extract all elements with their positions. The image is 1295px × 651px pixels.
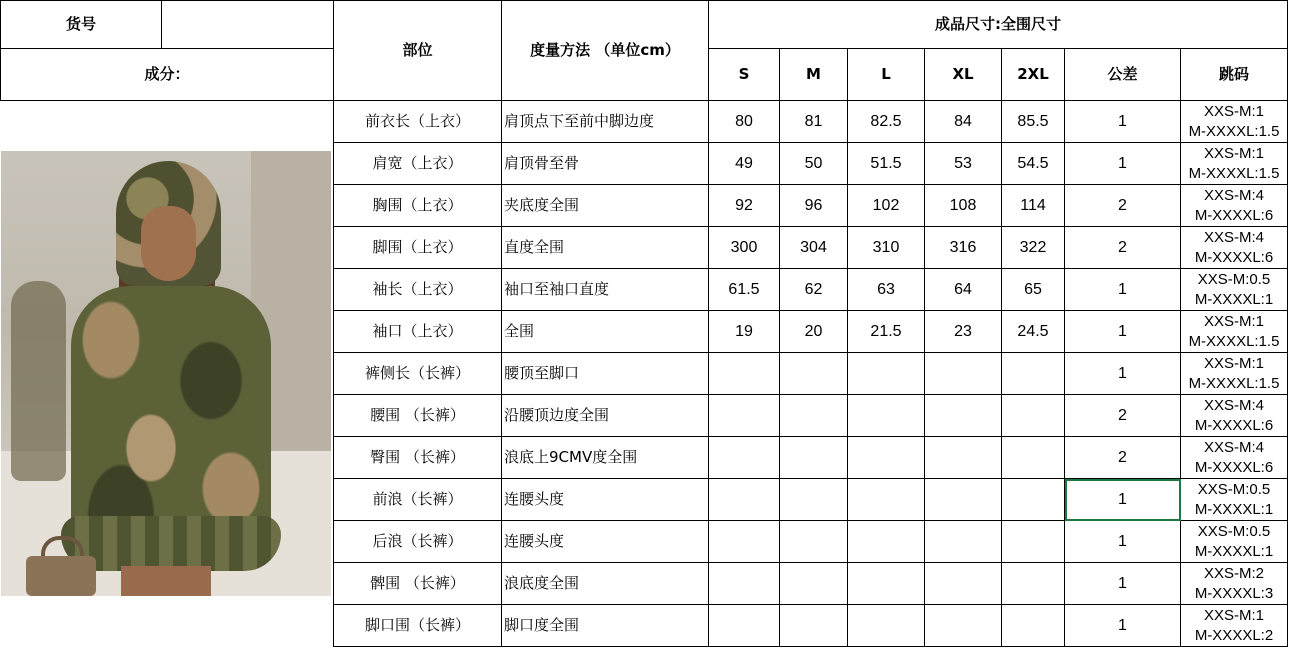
grade-cell[interactable] [1181, 521, 1288, 563]
size-header-l[interactable]: L [848, 49, 925, 101]
product-photo [1, 151, 331, 596]
part-cell[interactable]: 胸围（上衣） [334, 185, 502, 227]
size-xl-cell[interactable]: 64 [925, 269, 1002, 311]
size-l-cell[interactable]: 310 [848, 227, 925, 269]
grade-line-1: XXS-M:0.5 [1197, 270, 1271, 288]
size-xl-cell[interactable] [925, 521, 1002, 563]
table-row [1, 101, 1288, 143]
grade-line-1: XXS-M:1 [1203, 102, 1264, 120]
size-s-cell[interactable]: 92 [709, 185, 780, 227]
size-m-cell[interactable]: 96 [780, 185, 848, 227]
size-m-cell[interactable] [780, 521, 848, 563]
size-xl-cell[interactable]: 108 [925, 185, 1002, 227]
grade-line-2: M-XXXXL:1.5 [1188, 164, 1280, 182]
tolerance-cell[interactable]: 1 [1065, 269, 1181, 311]
size-group-header[interactable]: 成品尺寸:全围尺寸 [709, 1, 1288, 49]
grade-header[interactable]: 跳码 [1181, 49, 1288, 101]
size-s-cell[interactable] [709, 395, 780, 437]
size-xl-cell[interactable] [925, 563, 1002, 605]
method-cell[interactable]: 连腰头度 [502, 521, 709, 563]
size-s-cell[interactable] [709, 437, 780, 479]
grade-cell[interactable] [1181, 185, 1288, 227]
grade-line-1: XXS-M:0.5 [1197, 480, 1271, 498]
part-cell[interactable]: 前浪（长裤） [334, 479, 502, 521]
tolerance-cell[interactable]: 1 [1065, 563, 1181, 605]
grade-line-1: XXS-M:4 [1203, 438, 1264, 456]
size-m-cell[interactable] [780, 353, 848, 395]
method-header[interactable]: 度量方法 （单位cm） [502, 1, 709, 101]
grade-line-2: M-XXXXL:1.5 [1188, 122, 1280, 140]
size-m-cell[interactable]: 50 [780, 143, 848, 185]
method-cell[interactable]: 连腰头度 [502, 479, 709, 521]
grade-line-1: XXS-M:0.5 [1197, 522, 1271, 540]
method-cell[interactable]: 沿腰顶边度全围 [502, 395, 709, 437]
size-xl-cell[interactable]: 23 [925, 311, 1002, 353]
size-header-m[interactable]: M [780, 49, 848, 101]
size-xl-cell[interactable]: 84 [925, 101, 1002, 143]
grade-line-1: XXS-M:2 [1203, 564, 1264, 582]
size-xl-cell[interactable] [925, 353, 1002, 395]
size-m-cell[interactable]: 304 [780, 227, 848, 269]
grade-line-2: M-XXXXL:1 [1194, 290, 1274, 308]
size-s-cell[interactable] [709, 353, 780, 395]
grade-line-2: M-XXXXL:2 [1194, 626, 1274, 644]
size-l-cell[interactable]: 21.5 [848, 311, 925, 353]
size-s-cell[interactable]: 300 [709, 227, 780, 269]
method-cell[interactable]: 夹底度全围 [502, 185, 709, 227]
grade-cell[interactable] [1181, 227, 1288, 269]
part-cell[interactable]: 袖口（上衣） [334, 311, 502, 353]
size-m-cell[interactable] [780, 395, 848, 437]
composition-label[interactable]: 成分： [1, 49, 334, 101]
size-m-cell[interactable] [780, 437, 848, 479]
size-2xl-cell[interactable] [1002, 605, 1065, 647]
grade-line-2: M-XXXXL:1.5 [1188, 332, 1280, 350]
size-header-2xl[interactable]: 2XL [1002, 49, 1065, 101]
size-2xl-cell[interactable] [1002, 437, 1065, 479]
part-cell[interactable]: 腰围 （长裤） [334, 395, 502, 437]
part-cell[interactable]: 袖长（上衣） [334, 269, 502, 311]
grade-cell[interactable] [1181, 563, 1288, 605]
size-l-cell[interactable] [848, 605, 925, 647]
grade-cell[interactable] [1181, 605, 1288, 647]
part-cell[interactable]: 前衣长（上衣） [334, 101, 502, 143]
size-l-cell[interactable]: 102 [848, 185, 925, 227]
size-2xl-cell[interactable] [1002, 395, 1065, 437]
grade-cell[interactable] [1181, 101, 1288, 143]
method-cell[interactable]: 浪底上9CMV度全围 [502, 437, 709, 479]
size-s-cell[interactable] [709, 521, 780, 563]
size-l-cell[interactable] [848, 563, 925, 605]
grade-line-1: XXS-M:1 [1203, 354, 1264, 372]
size-s-cell[interactable] [709, 605, 780, 647]
size-xl-cell[interactable] [925, 479, 1002, 521]
size-2xl-cell[interactable] [1002, 521, 1065, 563]
size-l-cell[interactable]: 63 [848, 269, 925, 311]
size-2xl-cell[interactable] [1002, 563, 1065, 605]
grade-cell[interactable] [1181, 143, 1288, 185]
method-cell[interactable]: 浪底度全围 [502, 563, 709, 605]
tolerance-cell[interactable]: 2 [1065, 227, 1181, 269]
grade-line-1: XXS-M:4 [1203, 396, 1264, 414]
grade-cell[interactable] [1181, 479, 1288, 521]
size-2xl-cell[interactable]: 322 [1002, 227, 1065, 269]
tolerance-cell[interactable]: 2 [1065, 395, 1181, 437]
size-xl-cell[interactable] [925, 437, 1002, 479]
grade-line-1: XXS-M:1 [1203, 144, 1264, 162]
size-2xl-cell[interactable]: 54.5 [1002, 143, 1065, 185]
tolerance-cell[interactable]: 1 [1065, 101, 1181, 143]
grade-line-1: XXS-M:4 [1203, 186, 1264, 204]
item-no-label[interactable]: 货号 [1, 1, 162, 49]
method-cell[interactable]: 全围 [502, 311, 709, 353]
grade-cell[interactable] [1181, 437, 1288, 479]
size-l-cell[interactable] [848, 479, 925, 521]
size-m-cell[interactable]: 62 [780, 269, 848, 311]
size-2xl-cell[interactable]: 114 [1002, 185, 1065, 227]
grade-line-1: XXS-M:4 [1203, 228, 1264, 246]
grade-line-2: M-XXXXL:6 [1194, 248, 1274, 266]
item-no-value[interactable] [162, 1, 334, 49]
part-cell[interactable]: 髀围 （长裤） [334, 563, 502, 605]
method-cell[interactable]: 脚口度全围 [502, 605, 709, 647]
grade-cell[interactable] [1181, 395, 1288, 437]
tolerance-cell-selected[interactable]: 1 [1065, 479, 1181, 521]
grade-line-2: M-XXXXL:6 [1194, 206, 1274, 224]
method-cell[interactable]: 直度全围 [502, 227, 709, 269]
size-2xl-cell[interactable]: 85.5 [1002, 101, 1065, 143]
tolerance-header[interactable]: 公差 [1065, 49, 1181, 101]
size-l-cell[interactable] [848, 353, 925, 395]
size-s-cell[interactable] [709, 479, 780, 521]
grade-line-2: M-XXXXL:1 [1194, 542, 1274, 560]
size-2xl-cell[interactable] [1002, 353, 1065, 395]
grade-line-2: M-XXXXL:6 [1194, 416, 1274, 434]
tolerance-cell[interactable]: 2 [1065, 437, 1181, 479]
tolerance-cell[interactable]: 1 [1065, 143, 1181, 185]
grade-cell[interactable] [1181, 353, 1288, 395]
size-2xl-cell[interactable] [1002, 479, 1065, 521]
size-s-cell[interactable]: 19 [709, 311, 780, 353]
size-2xl-cell[interactable]: 65 [1002, 269, 1065, 311]
size-m-cell[interactable] [780, 563, 848, 605]
grade-line-2: M-XXXXL:1.5 [1188, 374, 1280, 392]
size-s-cell[interactable] [709, 563, 780, 605]
grade-line-1: XXS-M:1 [1203, 312, 1264, 330]
method-cell[interactable]: 肩顶点下至前中脚边度 [502, 101, 709, 143]
size-xl-cell[interactable]: 316 [925, 227, 1002, 269]
method-cell[interactable]: 肩顶骨至骨 [502, 143, 709, 185]
tolerance-cell[interactable]: 2 [1065, 185, 1181, 227]
size-l-cell[interactable]: 51.5 [848, 143, 925, 185]
grade-line-2: M-XXXXL:6 [1194, 458, 1274, 476]
method-cell[interactable]: 腰顶至脚口 [502, 353, 709, 395]
size-l-cell[interactable] [848, 395, 925, 437]
size-xl-cell[interactable] [925, 395, 1002, 437]
size-xl-cell[interactable]: 53 [925, 143, 1002, 185]
size-header-xl[interactable]: XL [925, 49, 1002, 101]
grade-cell[interactable] [1181, 269, 1288, 311]
part-cell[interactable]: 脚口围（长裤） [334, 605, 502, 647]
size-l-cell[interactable] [848, 437, 925, 479]
size-l-cell[interactable] [848, 521, 925, 563]
size-header-s[interactable]: S [709, 49, 780, 101]
tolerance-cell[interactable]: 1 [1065, 353, 1181, 395]
size-2xl-cell[interactable]: 24.5 [1002, 311, 1065, 353]
method-cell[interactable]: 袖口至袖口直度 [502, 269, 709, 311]
size-s-cell[interactable]: 80 [709, 101, 780, 143]
grade-line-1: XXS-M:1 [1203, 606, 1264, 624]
grade-cell[interactable] [1181, 311, 1288, 353]
part-header[interactable]: 部位 [334, 1, 502, 101]
part-cell[interactable]: 后浪（长裤） [334, 521, 502, 563]
part-cell[interactable]: 脚围（上衣） [334, 227, 502, 269]
part-cell[interactable]: 臀围 （长裤） [334, 437, 502, 479]
size-m-cell[interactable] [780, 605, 848, 647]
size-s-cell[interactable]: 49 [709, 143, 780, 185]
tolerance-cell[interactable]: 1 [1065, 521, 1181, 563]
size-m-cell[interactable]: 81 [780, 101, 848, 143]
size-s-cell[interactable]: 61.5 [709, 269, 780, 311]
size-m-cell[interactable]: 20 [780, 311, 848, 353]
size-l-cell[interactable]: 82.5 [848, 101, 925, 143]
tolerance-cell[interactable]: 1 [1065, 605, 1181, 647]
size-xl-cell[interactable] [925, 605, 1002, 647]
grade-line-2: M-XXXXL:3 [1194, 584, 1274, 602]
part-cell[interactable]: 裤侧长（长裤） [334, 353, 502, 395]
tolerance-cell[interactable]: 1 [1065, 311, 1181, 353]
grade-line-2: M-XXXXL:1 [1194, 500, 1274, 518]
part-cell[interactable]: 肩宽（上衣） [334, 143, 502, 185]
size-m-cell[interactable] [780, 479, 848, 521]
